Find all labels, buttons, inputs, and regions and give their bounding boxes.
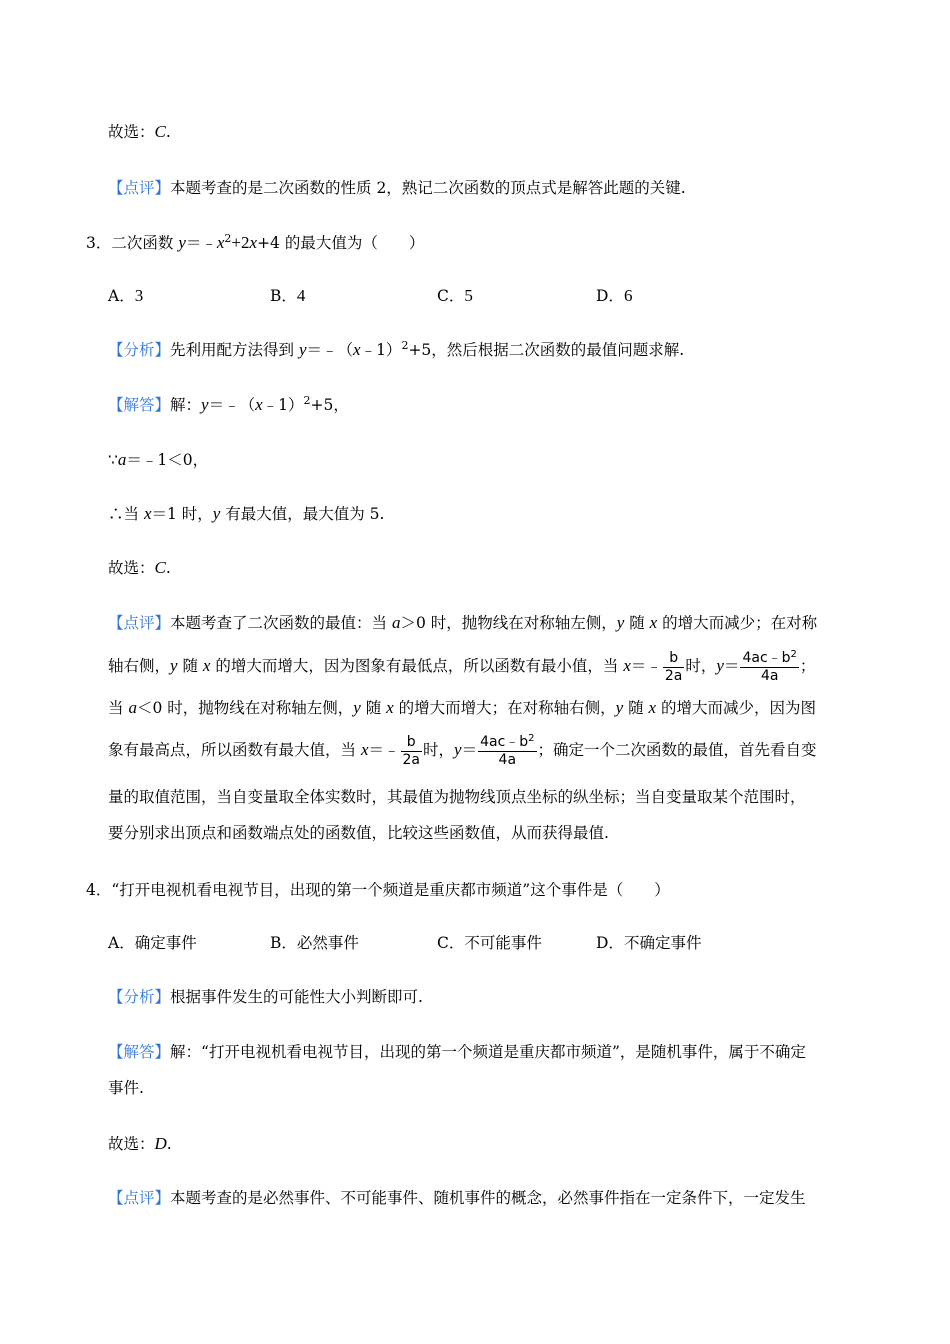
solution-tag: 【解答】 [108,396,171,414]
review-line-5: 量的取值范围，当自变量取全体实数时，其最值为抛物线顶点坐标的纵坐标；当自变量取某个范围时， [108,788,806,806]
answer-choice: C [154,122,166,141]
answer-line: 故选：D. [108,1134,172,1153]
option-b: B．4 [270,286,306,305]
analysis-line: 【分析】根据事件发生的可能性大小判断即可. [108,988,423,1006]
question-4-stem: 4．“打开电视机看电视节目，出现的第一个频道是重庆都市频道”这个事件是（ ） [86,881,670,899]
question-number: 3． [86,234,112,252]
option-c: C．不可能事件 [437,934,542,952]
option-a: A．3 [108,286,144,305]
review-line-6: 要分别求出顶点和函数端点处的函数值，比较这些函数值，从而获得最值. [108,824,609,842]
review-line [108,177,686,199]
review-tag: 【点评】 [108,179,171,197]
solution-line-1: 【解答】解：“打开电视机看电视节目，出现的第一个频道是重庆都市频道”，是随机事件，属于不确定 [108,1043,806,1061]
review-tag: 【点评】 [108,1189,171,1207]
review-line-4: 象有最高点，所以函数有最大值，当 x＝﹣ $\frac{b}{2a}$ 时，y＝ $\frac{4ac﹣b^2}{4a}$ ；确定一个二次函数的最值，首先看自变 [108,732,817,768]
option-b: B．必然事件 [270,934,359,952]
review-line-3: 当 a＜0 时，抛物线在对称轴左侧，y 随 x 的增大而增大；在对称轴右侧，y 随 x 的增大而减少，因为图 [108,698,817,717]
analysis-tag: 【分析】 [108,988,171,1006]
review-line-2: 轴右侧，y 随 x 的增大而增大，因为图象有最低点，所以函数有最小值，当 x＝﹣ $\frac{b}{2a}$ 时，y＝ $\frac{4ac﹣b^2}{4a}$ ； [108,648,816,684]
review-tag: 【点评】 [108,614,171,632]
analysis-tag: 【分析】 [108,341,171,359]
review-text: 本题考查的是二次函数的性质 2，熟记二次函数的顶点式是解答此题的关键. [170,179,686,197]
review-line-1: 【点评】本题考查了二次函数的最值：当 a＞0 时，抛物线在对称轴左侧，y 随 x 的增大而减少；在对称 [108,613,818,632]
option-a: A．确定事件 [108,934,197,952]
answer-choice: C [154,558,166,577]
question-number: 4． [86,881,112,899]
analysis-line: 【分析】先利用配方法得到 y＝﹣（x﹣1）$^2$+5，然后根据二次函数的最值问题求解. [108,339,685,359]
fraction-vertex-value: $\frac{4ac﹣b^2}{4a}$ [742,648,797,684]
option-c: C．5 [437,286,473,305]
review-line: 【点评】本题考查的是必然事件、不可能事件、随机事件的概念，必然事件指在一定条件下，一定发生 [108,1189,806,1207]
fraction-neg-b-over-2a: $\frac{b}{2a}$ [664,649,683,684]
solution-tag: 【解答】 [108,1043,171,1061]
therefore-line: ∴当 x＝1 时，y 有最大值，最大值为 5. [108,504,385,523]
fraction-vertex-value: $\frac{4ac﹣b^2}{4a}$ [480,732,535,768]
answer-line: 故选：C. [108,122,171,141]
question-3-stem: 3．二次函数 $y=﹣x^2+2x+4$ 的最大值为（ ） [86,232,425,252]
answer-line: 故选：C. [108,558,171,577]
answer-label: 故选： [108,123,155,141]
option-d: D．6 [596,286,633,305]
fraction-neg-b-over-2a: $\frac{b}{2a}$ [402,733,420,768]
option-d: D．不确定事件 [596,934,702,952]
solution-line: 【解答】解：y＝﹣（x﹣1）$^2$+5， [108,394,349,414]
solution-line-2: 事件. [108,1079,144,1097]
answer-choice: D [154,1134,167,1153]
because-line: ∵a＝﹣1＜0， [108,450,209,469]
